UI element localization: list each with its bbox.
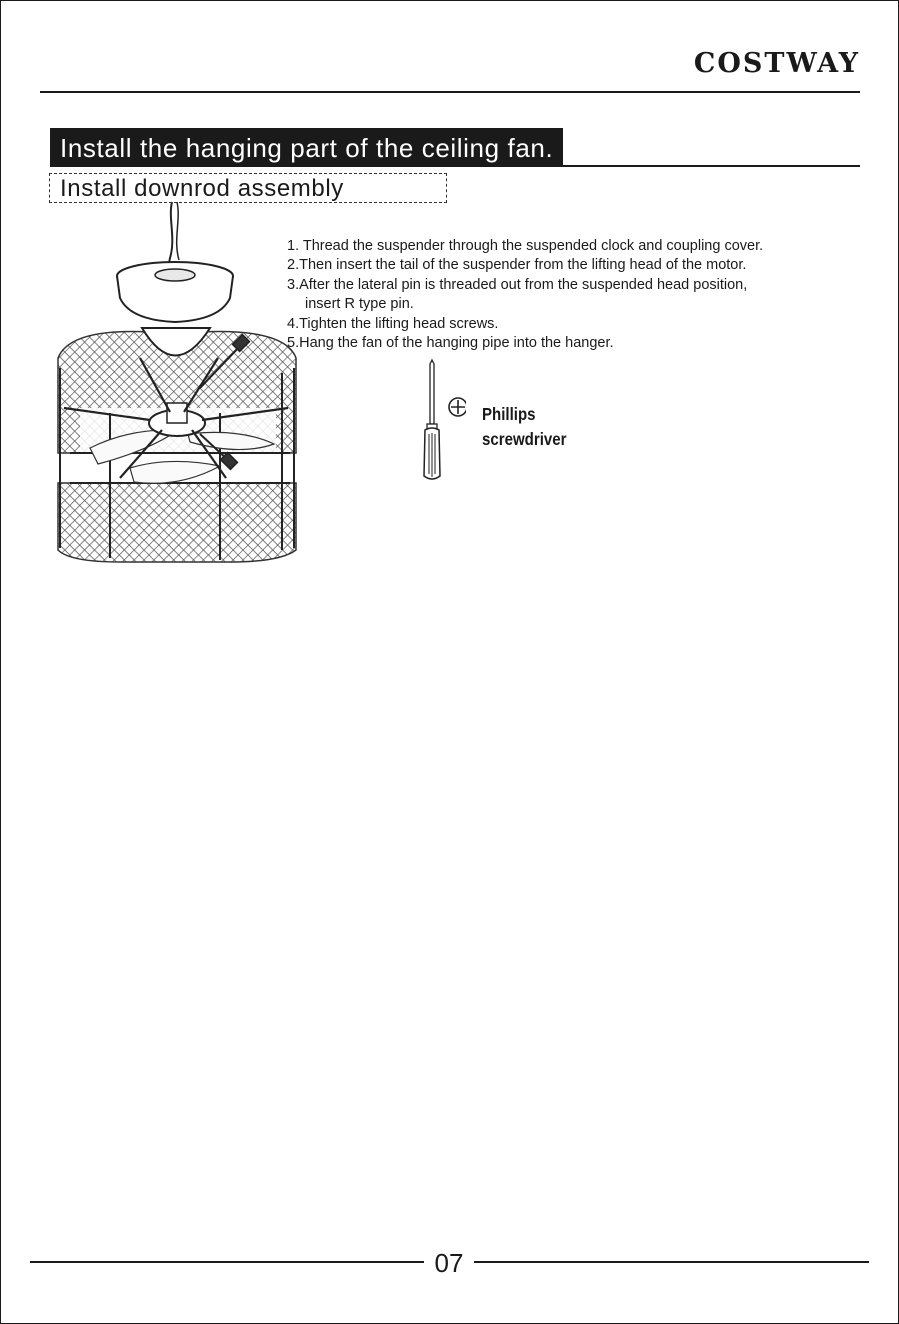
subsection-title: Install downrod assembly (49, 173, 447, 203)
step-2: 2.Then insert the tail of the suspender from the lifting head of the motor. (287, 257, 747, 274)
step-3-continued: insert R type pin. (305, 296, 414, 313)
phillips-screwdriver-icon (418, 358, 466, 484)
ceiling-fan-illustration (50, 198, 304, 570)
instruction-steps (287, 237, 867, 353)
step-3: 3.After the lateral pin is threaded out from the suspended head position, (287, 276, 748, 293)
footer-divider-left (30, 1261, 424, 1263)
tool-label-line2: screwdriver (482, 429, 567, 449)
section-divider (50, 165, 860, 167)
step-5: 5.Hang the fan of the hanging pipe into the hanger. (287, 335, 614, 352)
tool-label (482, 402, 567, 452)
page-number: 07 (434, 1248, 464, 1278)
step-1: 1. Thread the suspender through the suspended clock and coupling cover. (287, 238, 764, 254)
footer-divider-right (474, 1261, 869, 1263)
brand-logo: COSTWAY (693, 48, 860, 79)
header-divider (40, 91, 860, 93)
tool-label-line1: Phillips (482, 404, 536, 424)
step-4: 4.Tighten the lifting head screws. (287, 315, 499, 332)
section-title: Install the hanging part of the ceiling fan. (50, 128, 563, 166)
